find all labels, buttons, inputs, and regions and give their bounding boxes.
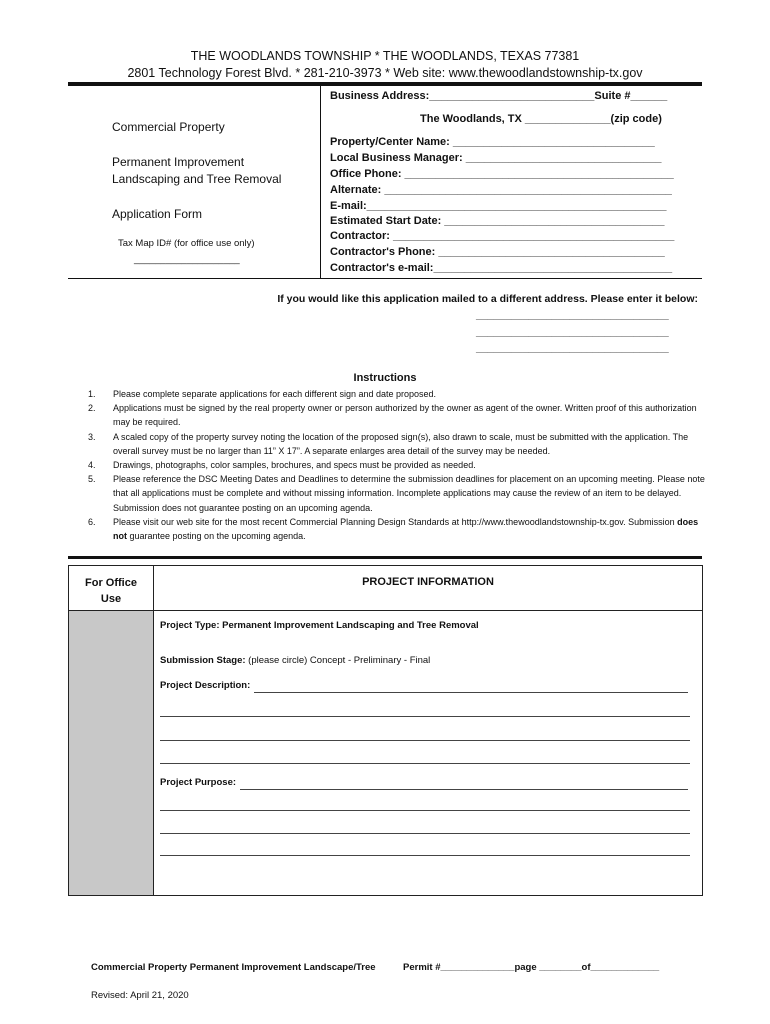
mailing-line-1[interactable]: _________________________________ [476,309,669,321]
list-number: 2. [88,403,96,414]
project-info-box [153,565,703,896]
list-number: 5. [88,474,96,485]
header-divider [320,86,321,278]
title-landscaping: Landscaping and Tree Removal [112,172,282,186]
contractor-email-field[interactable]: Contractor's e-mail:_______________________________________ [330,262,673,274]
project-type: Project Type: Permanent Improvement Landscaping and Tree Removal [160,620,479,631]
list-text: Please reference the DSC Meeting Dates and Deadlines to determine the submission deadlines for placement on an upcoming meeting. Please note that all applications must be complete and without missing information. Incomplete applications may cause the review of an item to be delayed. Submission does not guarantee posting on an upcoming agenda. [113,474,705,513]
list-text: Drawings, photographs, color samples, brochures, and specs must be provided as needed. [113,460,476,471]
header-bottom-rule [68,278,702,279]
mailing-line-2[interactable]: _________________________________ [476,326,669,338]
submission-stage[interactable] [160,655,430,666]
table-top-rule [68,556,702,559]
office-use-header [68,565,154,611]
office-use-label: For Office Use [85,577,137,605]
list-item [80,387,705,401]
submission-stage-options[interactable]: (please circle) Concept - Preliminary - Final [245,655,431,666]
title-permanent-improvement: Permanent Improvement [112,155,245,169]
footer-permit[interactable]: Permit #______________page ________of_____________ [403,962,660,973]
local-manager-field[interactable]: Local Business Manager: ________________________________ [330,152,662,164]
project-description-label: Project Description: [160,680,251,691]
contractor-phone-field[interactable]: Contractor's Phone: _____________________________________ [330,246,665,258]
header-rule [68,82,702,86]
project-info-title: PROJECT INFORMATION [362,576,494,588]
purpose-line-4[interactable] [160,855,690,856]
purpose-line-1[interactable] [240,789,688,790]
purpose-line-2[interactable] [160,810,690,811]
purpose-line-3[interactable] [160,833,690,834]
list-text: Applications must be signed by the real property owner or person authorized by the owner as agent of the owner. Written proof of this authorization may be required. [113,403,697,428]
list-number: 3. [88,431,96,442]
list-text: A scaled copy of the property survey noting the location of the proposed sign(s), also drawn to scale, must be submitted with the application. The overall survey must be no larger than 11” X 17”. A separate enlarges area detail of the survey may be needed. [113,431,689,456]
description-line-1[interactable] [254,692,688,693]
footer-revised: Revised: April 21, 2020 [91,990,189,1001]
property-center-field[interactable]: Property/Center Name: _________________________________ [330,136,655,148]
tax-map-field[interactable]: ____________________ [134,254,240,265]
list-text-bold: does not [113,516,699,542]
instructions-list [80,387,705,543]
footer-form-name: Commercial Property Permanent Improvement Landscape/Tree [91,962,376,973]
list-text: Please visit our web site for the most recent Commercial Planning Design Standards at http://www.thewoodlandstownship-tx.gov. Submission [113,516,678,527]
project-purpose-label: Project Purpose: [160,777,237,788]
alternate-field[interactable]: Alternate: _______________________________________________ [330,184,672,196]
contractor-field[interactable]: Contractor: ______________________________________________ [330,230,675,242]
office-phone-field[interactable]: Office Phone: ____________________________________________ [330,168,674,180]
list-item [80,472,705,515]
list-item [80,515,705,543]
list-text: guarantee posting on the upcoming agenda. [127,531,306,542]
list-text: Please complete separate applications for each different sign and date proposed. [113,389,437,399]
mailing-prompt: If you would like this application mailed to a different address. Please enter it below: [277,293,698,305]
submission-stage-label: Submission Stage: [160,655,246,666]
city-zip-field[interactable]: The Woodlands, TX ______________(zip code) [420,113,662,125]
header-line-1: THE WOODLANDS TOWNSHIP * THE WOODLANDS, TEXAS 77381 [190,49,580,63]
list-number: 1. [88,389,96,399]
instructions-title: Instructions [353,372,417,384]
title-commercial-property: Commercial Property [112,120,225,134]
description-line-3[interactable] [160,740,690,741]
description-line-2[interactable] [160,716,690,717]
list-item [80,430,705,458]
tax-map-label: Tax Map ID# (for office use only) [118,238,255,249]
office-use-area [68,610,154,896]
mailing-line-3[interactable]: _________________________________ [476,342,669,354]
list-item [80,458,705,472]
project-header-divider [153,610,703,611]
list-item [80,401,705,429]
start-date-field[interactable]: Estimated Start Date: ____________________________________ [330,215,665,227]
description-line-4[interactable] [160,763,690,764]
header-line-2: 2801 Technology Forest Blvd. * 281-210-3973 * Web site: www.thewoodlandstownship-tx.gov [127,66,643,80]
email-field[interactable]: E-mail:_________________________________________________ [330,200,667,212]
list-number: 6. [88,516,96,527]
list-number: 4. [88,460,96,471]
title-application-form: Application Form [112,207,203,221]
business-address-field[interactable]: Business Address:___________________________Suite #______ [330,90,668,102]
